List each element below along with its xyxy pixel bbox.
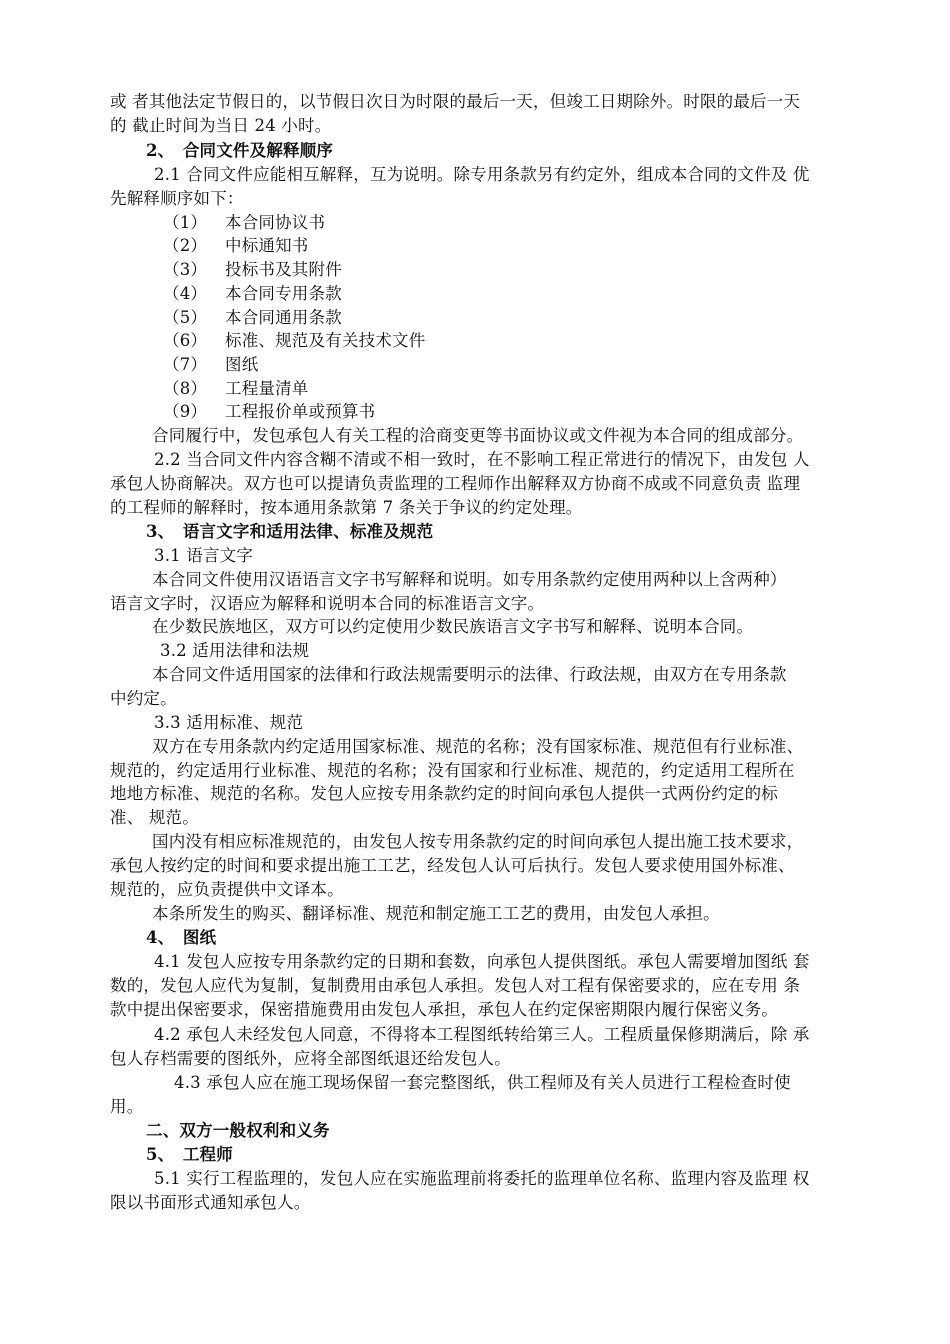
text-line: 双方在专用条款内约定适用国家标准、规范的名称；没有国家标准、规范但有行业标准、 [152, 737, 804, 756]
text-line: 中约定。 [110, 689, 177, 708]
text-line: 本合同文件使用汉语语言文字书写解释和说明。如专用条款约定使用两种以上含两种） [152, 570, 787, 589]
text-line: 本条所发生的购买、翻译标准、规范和制定施工工艺的费用，由发包人承担。 [152, 904, 720, 923]
list-item [163, 258, 342, 282]
text-line: 合同履行中，发包承包人有关工程的洽商变更等书面协议或文件视为本合同的组成部分。 [152, 426, 804, 445]
list-item [163, 306, 342, 330]
text-line: 国内没有相应标准规范的，由发包人按专用条款约定的时间向承包人提出施工技术要求， [152, 832, 804, 851]
text-line: 的工程师的解释时，按本通用条款第 7 条关于争议的约定处理。 [110, 498, 583, 517]
text-line: 包人存档需要的图纸外，应将全部图纸退还给发包人。 [110, 1049, 511, 1068]
text-line: 款中提出保密要求，保密措施费用由发包人承担，承包人在约定保密期限内履行保密义务。 [110, 1000, 778, 1019]
list-text: 图纸 [225, 355, 259, 374]
section-heading-4: 4、 图纸 [146, 928, 217, 947]
list-item [163, 282, 342, 306]
text-line: 地地方标准、规范的名称。发包人应按专用条款约定的时间向承包人提供一式两份约定的标 [110, 784, 778, 803]
list-item [163, 377, 309, 401]
text-line: 承包人协商解决。双方也可以提请负责监理的工程师作出解释双方协商不成或不同意负责 监理 [110, 474, 801, 493]
list-item [163, 234, 309, 258]
text-line: 4.3 承包人应在施工现场保留一套完整图纸，供工程师及有关人员进行工程检查时使 [174, 1073, 791, 1092]
list-item [163, 353, 258, 377]
text-line: 本合同文件适用国家的法律和行政法规需要明示的法律、行政法规，由双方在专用条款 [152, 665, 787, 684]
list-number: （4） [163, 284, 208, 303]
text-line: 2.1 合同文件应能相互解释，互为说明。除专用条款另有约定外，组成本合同的文件及 优 [154, 165, 810, 184]
list-number: （6） [163, 331, 208, 350]
text-line: 数的，发包人应代为复制，复制费用由承包人承担。发包人对工程有保密要求的，应在专用 条 [110, 976, 801, 995]
list-text: 本合同通用条款 [225, 308, 342, 327]
text-line: 用。 [110, 1097, 144, 1116]
list-text: 投标书及其附件 [225, 260, 342, 279]
list-number: （9） [163, 402, 208, 421]
list-item [163, 329, 425, 353]
section-heading-2: 2、 合同文件及解释顺序 [146, 141, 334, 160]
list-text: 工程报价单或预算书 [225, 402, 376, 421]
section-heading-5: 5、 工程师 [146, 1145, 233, 1164]
subsection-heading: 3.1 语言文字 [154, 546, 254, 565]
text-line: 的 截止时间为当日 24 小时。 [110, 116, 332, 135]
list-number: （7） [163, 355, 208, 374]
text-line: 准、 规范。 [110, 808, 199, 827]
text-line: 先解释顺序如下： [110, 189, 244, 208]
text-line: 或 者其他法定节假日的，以节假日次日为时限的最后一天，但竣工日期除外。时限的最后一天 [110, 92, 801, 111]
list-text: 标准、规范及有关技术文件 [225, 331, 426, 350]
subsection-heading: 3.3 适用标准、规范 [154, 713, 304, 732]
list-number: （8） [163, 379, 208, 398]
text-line: 2.2 当合同文件内容含糊不清或不相一致时，在不影响工程正常进行的情况下，由发包 人 [154, 450, 810, 469]
list-number: （2） [163, 236, 208, 255]
list-text: 本合同协议书 [225, 213, 326, 232]
subsection-heading: 3.2 适用法律和法规 [160, 641, 310, 660]
list-text: 中标通知书 [225, 236, 309, 255]
list-number: （3） [163, 260, 208, 279]
text-line: 4.2 承包人未经发包人同意，不得将本工程图纸转给第三人。工程质量保修期满后，除 承 [154, 1025, 810, 1044]
text-line: 承包人按约定的时间和要求提出施工工艺，经发包人认可后执行。发包人要求使用国外标准、 [110, 856, 795, 875]
text-line: 在少数民族地区，双方可以约定使用少数民族语言文字书写和解释、说明本合同。 [152, 617, 754, 636]
list-text: 本合同专用条款 [225, 284, 342, 303]
section-heading-3: 3、 语言文字和适用法律、标准及规范 [146, 522, 434, 541]
text-line: 5.1 实行工程监理的，发包人应在实施监理前将委托的监理单位名称、监理内容及监理 权 [154, 1169, 810, 1188]
list-text: 工程量清单 [225, 379, 309, 398]
list-item [163, 211, 325, 235]
list-number: （5） [163, 308, 208, 327]
text-line: 规范的，约定适用行业标准、规范的名称；没有国家和行业标准、规范的，约定适用工程所在 [110, 761, 795, 780]
part-heading: 二、双方一般权利和义务 [146, 1121, 330, 1140]
text-line: 规范的，应负责提供中文译本。 [110, 880, 344, 899]
list-number: （1） [163, 213, 208, 232]
text-line: 语言文字时，汉语应为解释和说明本合同的标准语言文字。 [110, 594, 545, 613]
text-line: 4.1 发包人应按专用条款约定的日期和套数，向承包人提供图纸。承包人需要增加图纸 套 [154, 952, 810, 971]
list-item [163, 400, 375, 424]
text-line: 限以书面形式通知承包人。 [110, 1193, 311, 1212]
